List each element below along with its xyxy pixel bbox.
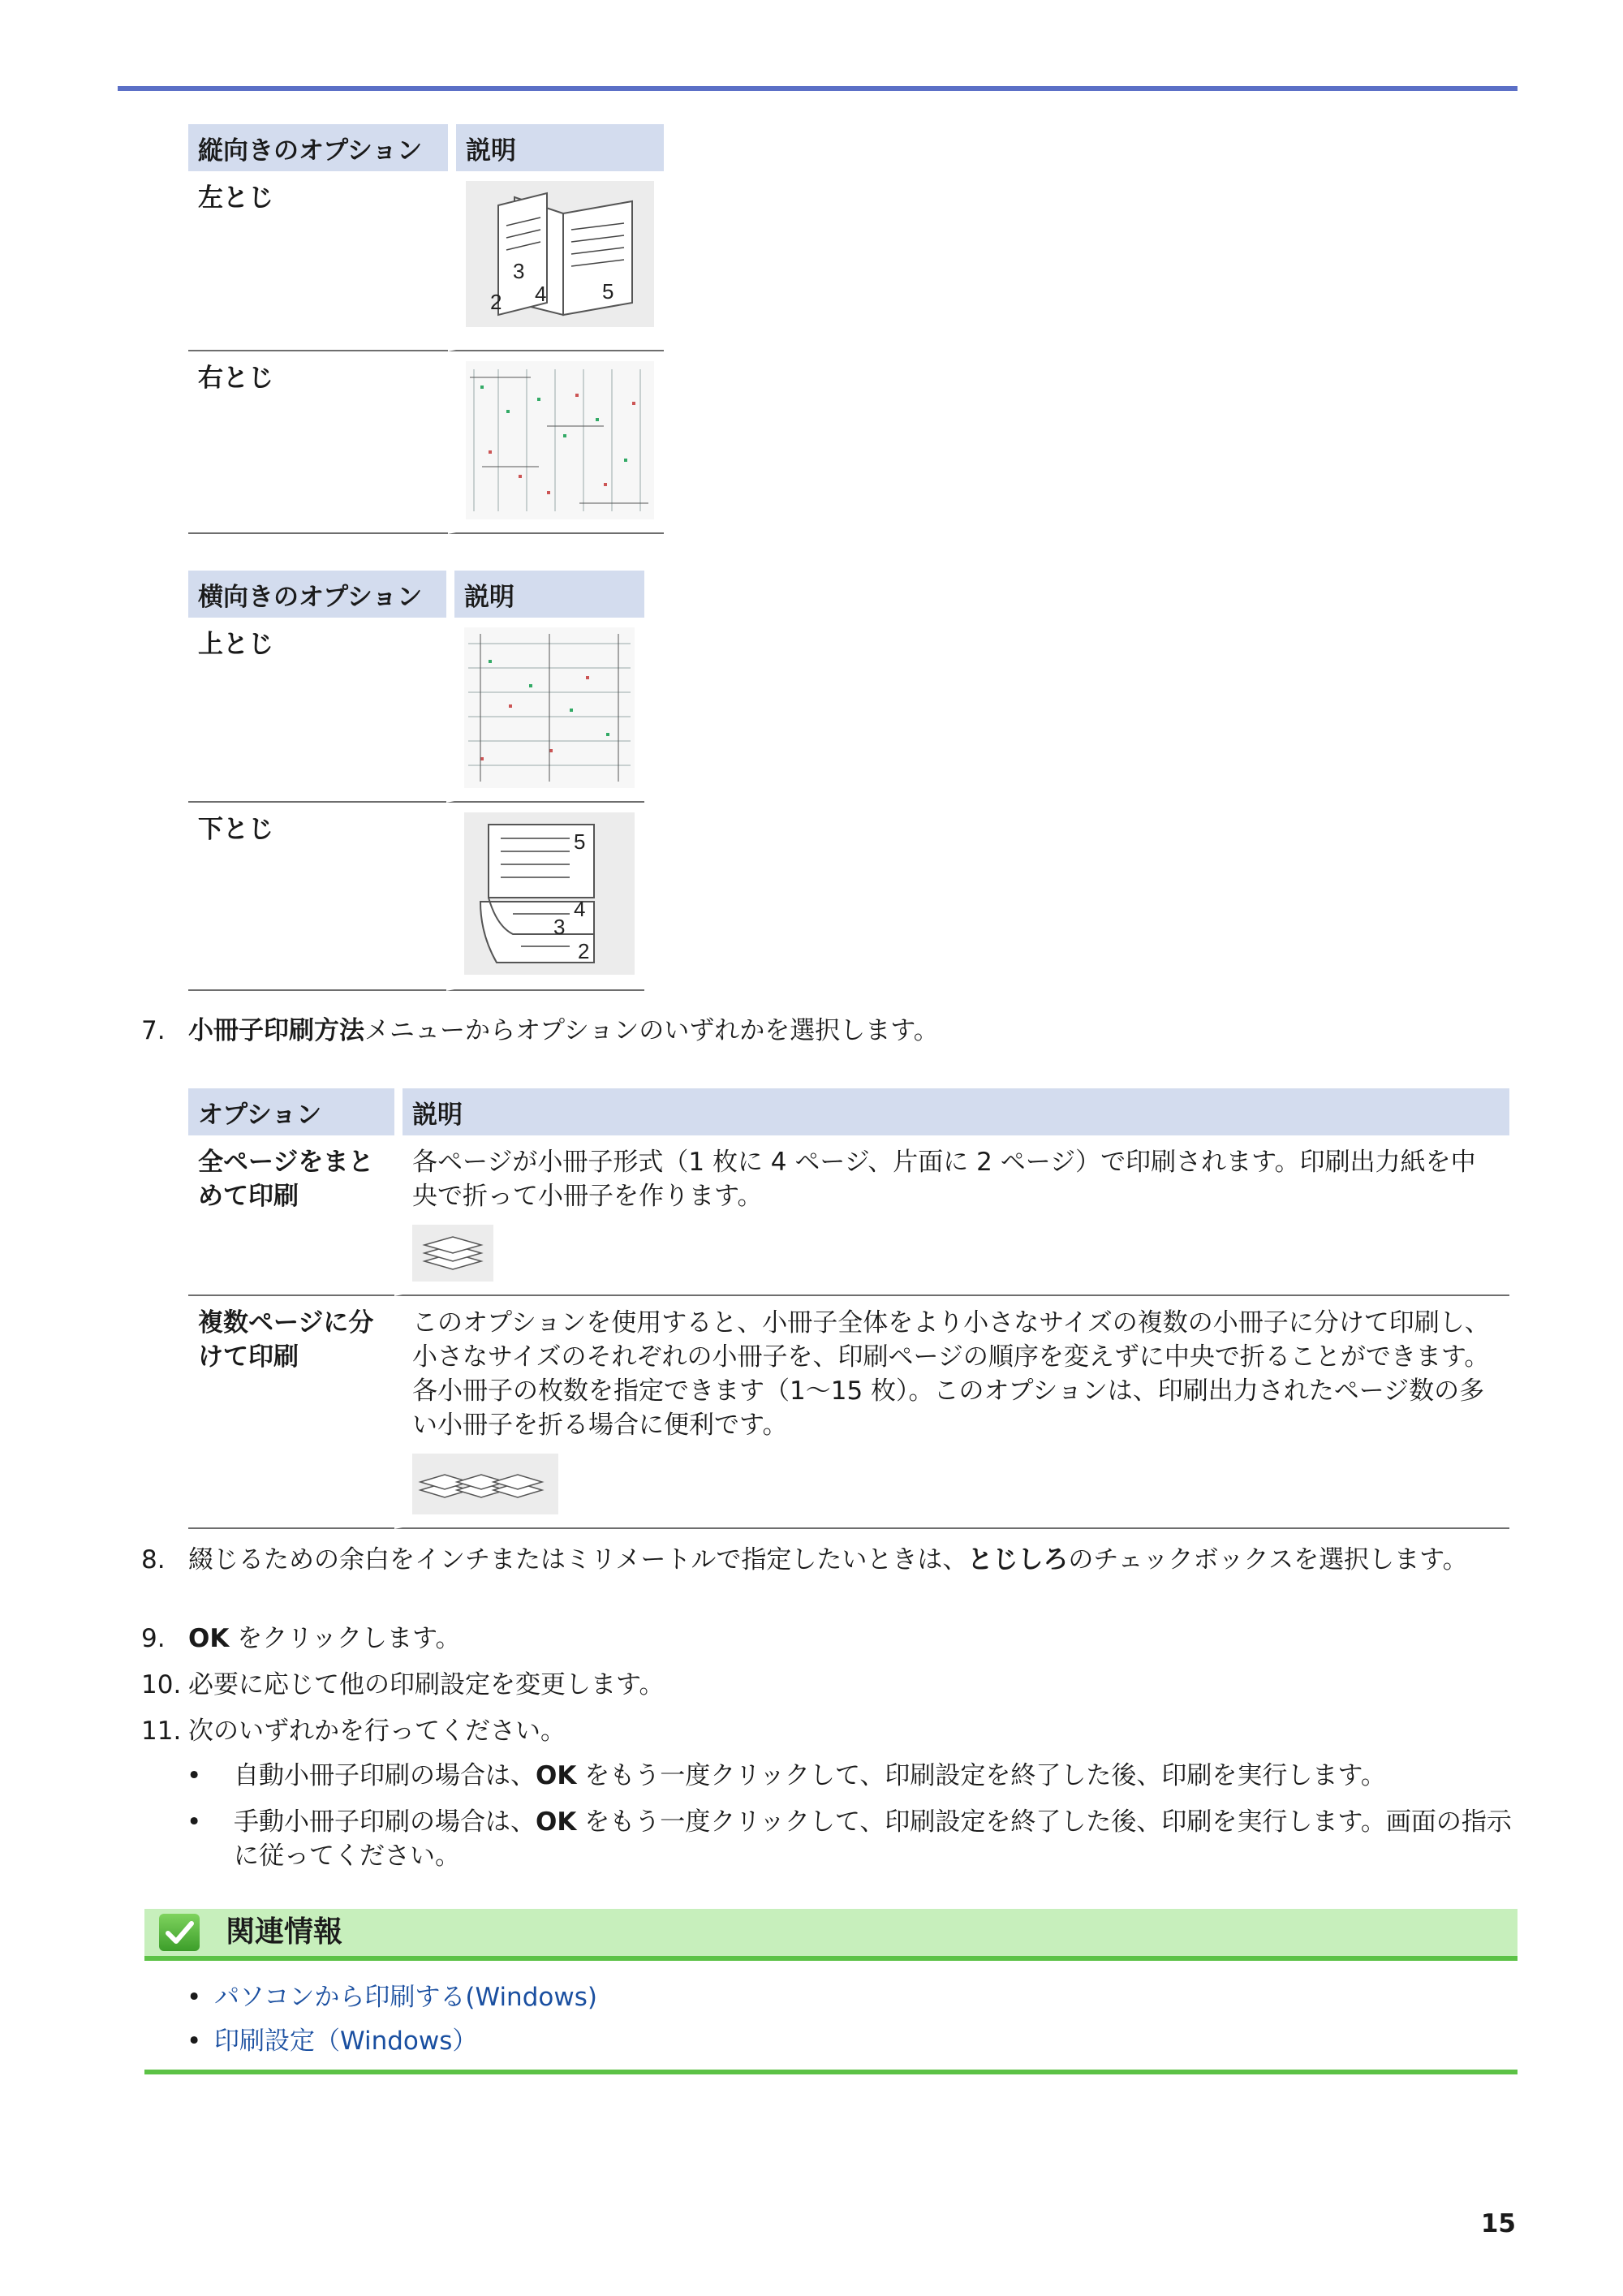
table-header: 縦向きのオプション	[188, 124, 448, 171]
button-name: OK	[536, 1761, 577, 1790]
table-row	[188, 618, 644, 803]
table-row	[188, 1135, 1509, 1296]
link-text[interactable]: パソコンから印刷する(Windows)	[214, 1983, 597, 2012]
step-number: 7.	[141, 1016, 166, 1045]
step-8	[141, 1543, 1518, 1577]
header-rule	[118, 86, 1518, 91]
landscape-options-table	[188, 571, 644, 991]
step-11	[141, 1714, 1518, 1748]
table-header: 横向きのオプション	[188, 571, 446, 618]
table-row	[188, 803, 644, 991]
bullet-icon: •	[187, 1761, 202, 1790]
page-number-label: 4	[535, 282, 547, 306]
step-9	[141, 1622, 1518, 1656]
setting-name: とじしろ	[967, 1545, 1069, 1574]
checkmark-icon	[159, 1914, 200, 1951]
button-name: OK	[188, 1624, 230, 1653]
step-text: をクリックします。	[229, 1624, 461, 1653]
step-text: メニューからオプションのいずれかを選択します。	[364, 1016, 939, 1045]
page-number-label: 3	[553, 915, 566, 939]
option-label: 上とじ	[198, 630, 273, 659]
option-label: 複数ページに分けて印刷	[198, 1308, 374, 1372]
related-info-title: 関連情報	[226, 1915, 343, 1949]
option-description: 各ページが小冊子形式（1 枚に 4 ページ、片面に 2 ページ）で印刷されます。印刷出力紙を中央で折って小冊子を作ります。	[412, 1148, 1476, 1211]
list-item	[187, 1805, 1518, 1873]
booklet-method-table	[188, 1088, 1509, 1529]
right-binding-illustration	[466, 361, 654, 519]
step-text: 綴じるための余白をインチまたはミリメートルで指定したいときは、	[188, 1545, 968, 1574]
table-header: オプション	[188, 1088, 394, 1135]
step-text: 次のいずれかを行ってください。	[188, 1717, 566, 1746]
option-label: 下とじ	[198, 815, 273, 844]
top-binding-illustration	[464, 627, 635, 788]
list-item	[187, 1759, 1518, 1793]
bullet-icon: •	[187, 1983, 202, 2012]
button-name: OK	[536, 1807, 577, 1837]
step-number: 11.	[141, 1717, 182, 1746]
table-header: 説明	[446, 571, 644, 618]
page-number-label: 5	[602, 279, 614, 304]
step-number: 10.	[141, 1670, 182, 1699]
related-link[interactable]	[187, 1980, 597, 2014]
bullet-text: 手動小冊子印刷の場合は、	[234, 1807, 536, 1837]
related-info-rule	[144, 2070, 1518, 2074]
page-number-label: 2	[490, 290, 502, 314]
bullet-text: をもう一度クリックして、印刷設定を終了した後、印刷を実行します。画面の指示に従ってください。	[234, 1807, 1512, 1871]
table-header: 説明	[394, 1088, 1509, 1135]
option-label: 左とじ	[198, 183, 273, 213]
option-label: 右とじ	[198, 364, 273, 393]
option-label: 全ページをまとめて印刷	[198, 1148, 374, 1211]
table-row	[188, 171, 664, 351]
step-10	[141, 1668, 1518, 1702]
menu-name: 小冊子印刷方法	[188, 1016, 364, 1045]
bullet-text: をもう一度クリックして、印刷設定を終了した後、印刷を実行します。	[576, 1761, 1386, 1790]
table-header: 説明	[448, 124, 664, 171]
option-description: このオプションを使用すると、小冊子全体をより小さなサイズの複数の小冊子に分けて印刷し、小さなサイズのそれぞれの小冊子を、印刷ページの順序を変えずに中央で折ることができます。各小冊子の枚数を指定できます（1～15 枚）。このオプションは、印刷出力されたページ数の多い小冊子を折る場合に便利です。	[412, 1308, 1490, 1440]
bullet-icon: •	[187, 2027, 202, 2056]
link-text[interactable]: 印刷設定（Windows）	[214, 2027, 478, 2056]
bullet-icon: •	[187, 1807, 202, 1837]
page-number-label: 5	[574, 829, 586, 854]
page-number-label: 3	[513, 259, 525, 283]
bullet-text: 自動小冊子印刷の場合は、	[234, 1761, 536, 1790]
page-number-label: 2	[578, 939, 590, 963]
related-link[interactable]	[187, 2024, 477, 2058]
single-booklet-icon	[412, 1225, 493, 1282]
table-row	[188, 1296, 1509, 1529]
step-text: 必要に応じて他の印刷設定を変更します。	[188, 1670, 665, 1699]
page-number-label: 4	[574, 897, 586, 921]
multiple-booklets-icon	[412, 1454, 558, 1514]
step-number: 8.	[141, 1545, 166, 1574]
related-info-header	[144, 1909, 1518, 1961]
step-number: 9.	[141, 1624, 166, 1653]
table-row	[188, 351, 664, 534]
portrait-options-table	[188, 124, 664, 534]
step-7	[141, 1014, 1518, 1048]
left-binding-illustration	[466, 181, 654, 327]
step-text: のチェックボックスを選択します。	[1068, 1545, 1468, 1574]
bottom-binding-illustration	[464, 812, 635, 975]
page-number: 15	[1480, 2209, 1516, 2238]
